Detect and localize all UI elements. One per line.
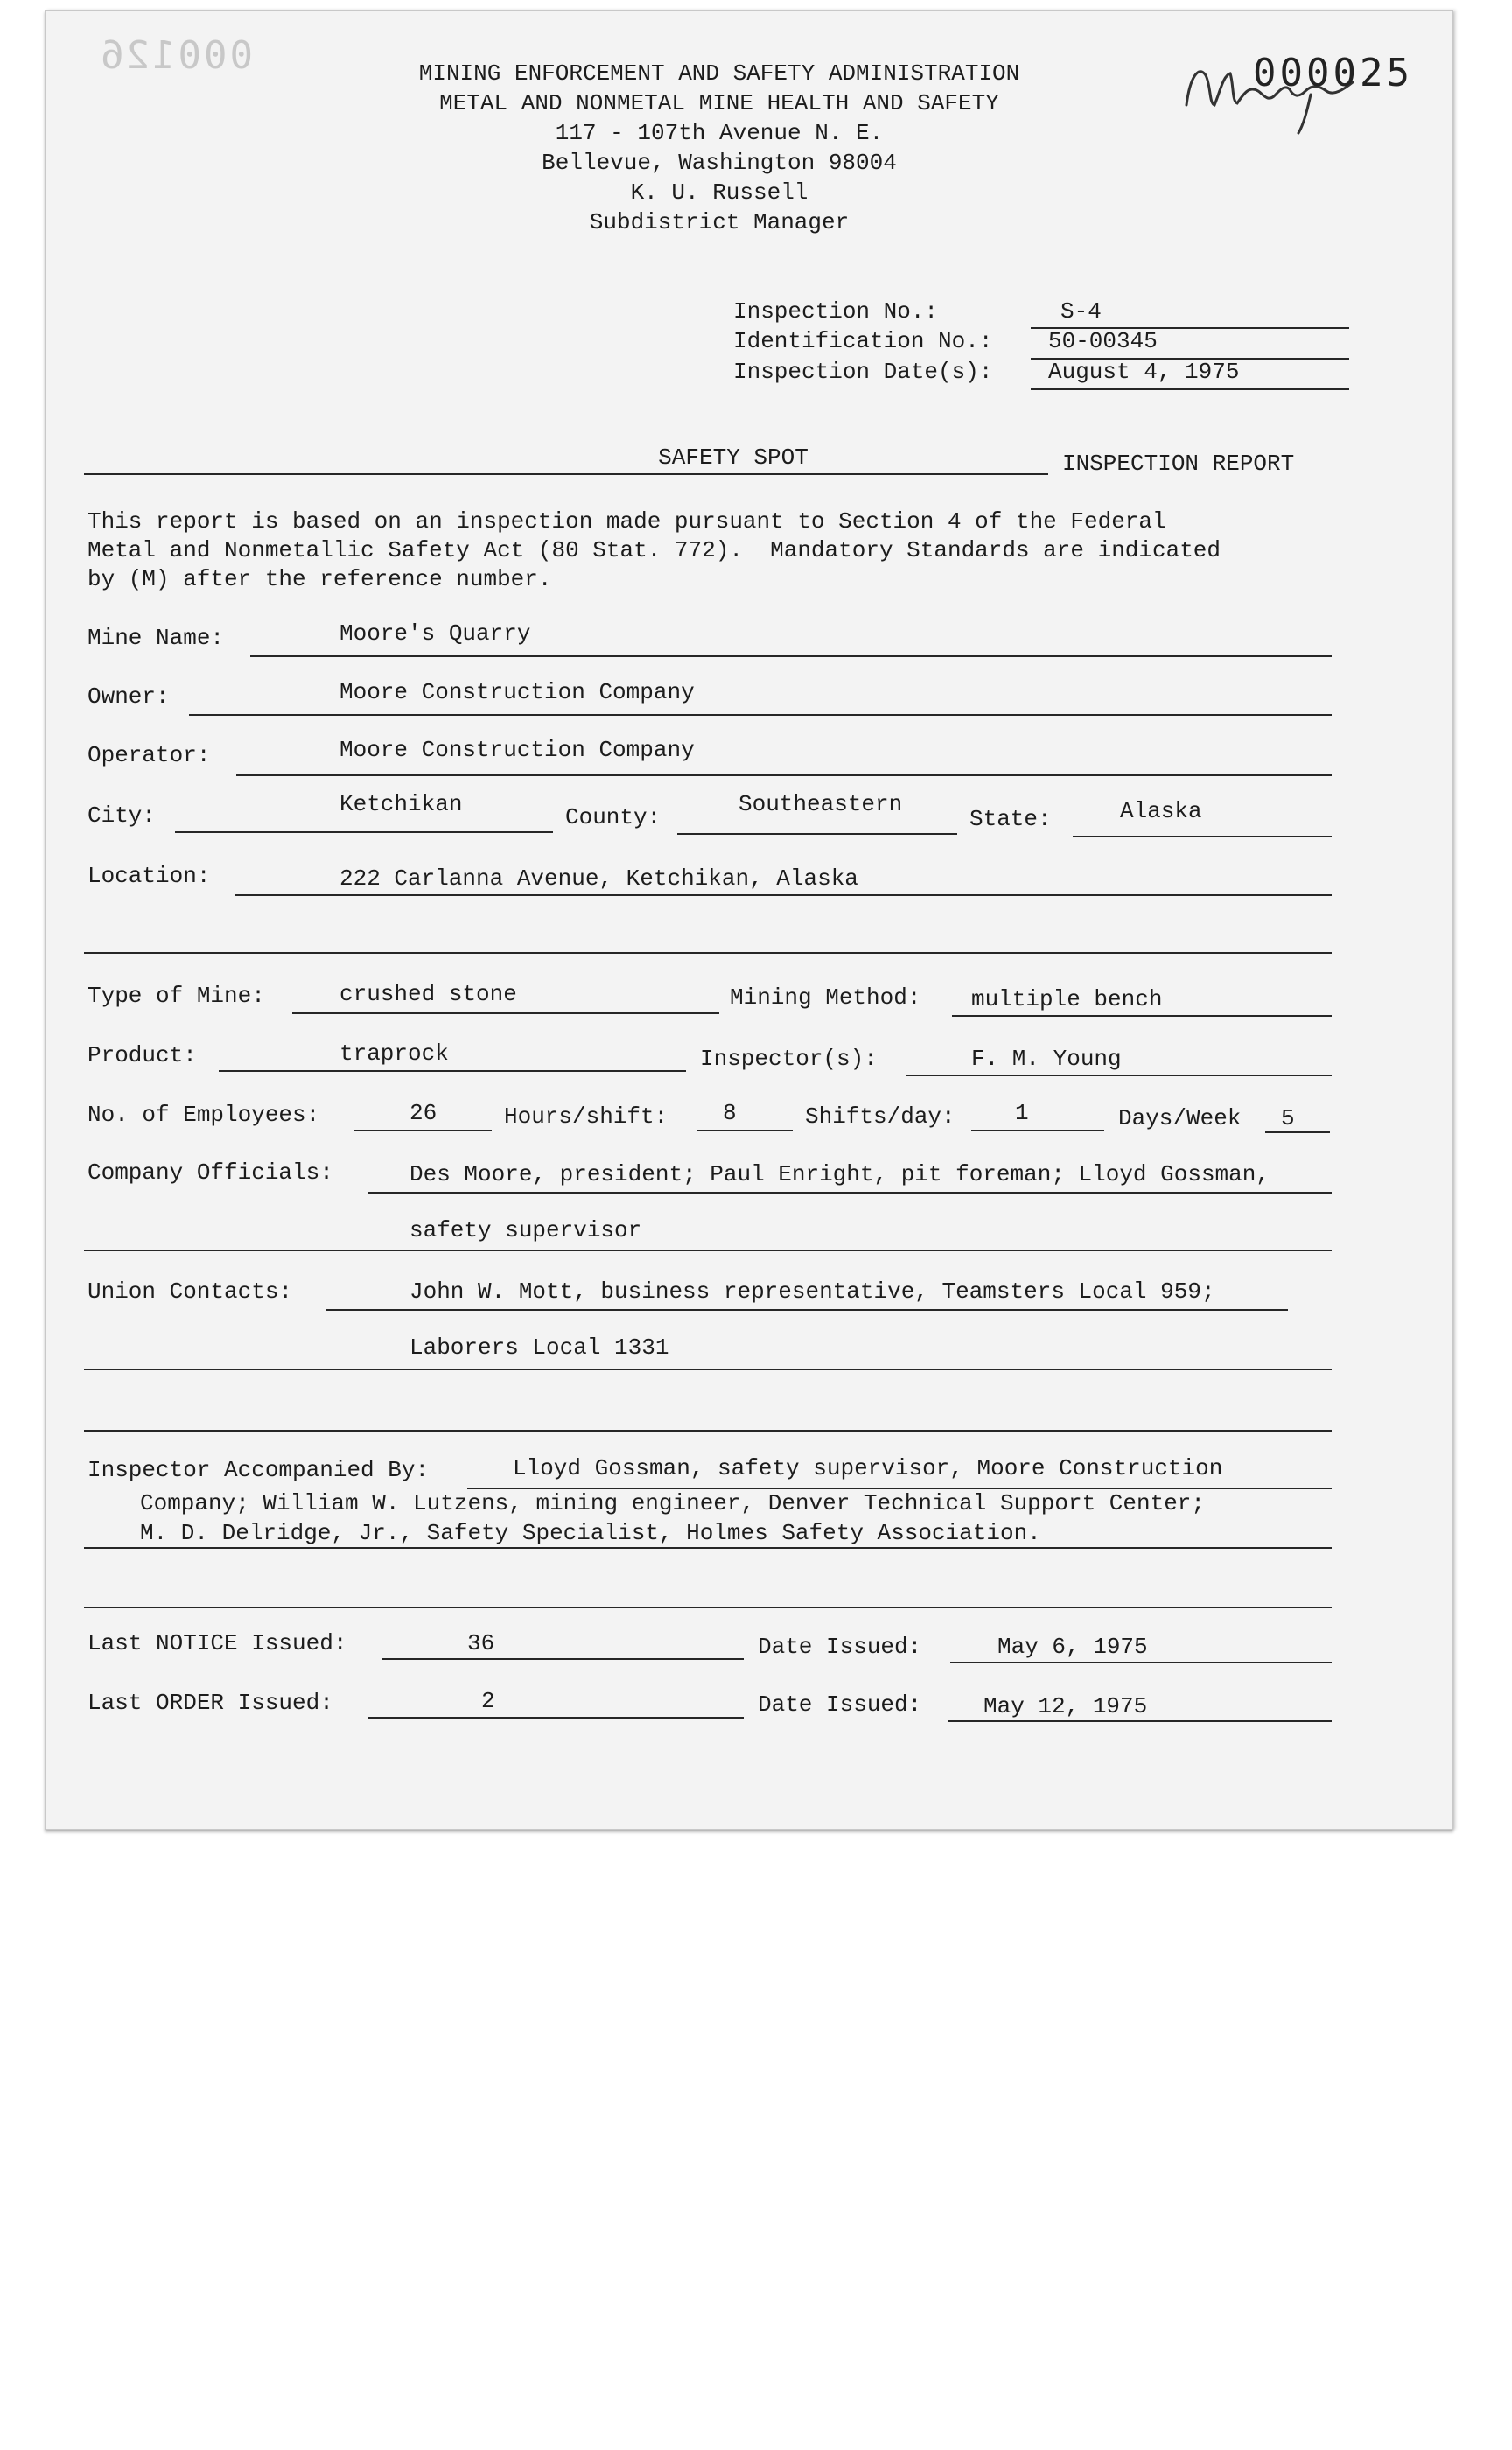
intro-line: This report is based on an inspection made pursuant to Section 4 of the Federal — [88, 508, 1166, 535]
hours-underline — [696, 1130, 793, 1131]
blank-line — [84, 1430, 1332, 1432]
report-page — [45, 10, 1453, 1830]
product-label: Product: — [88, 1042, 197, 1068]
inspection-date-underline — [1031, 388, 1349, 390]
report-type: SAFETY SPOT — [658, 444, 808, 471]
owner-underline — [189, 714, 1332, 716]
stamp-number: 000025 — [1253, 51, 1413, 95]
last-notice-underline — [382, 1658, 744, 1660]
inspection-number-label: Inspection No.: — [733, 298, 939, 325]
mining-method-underline — [952, 1015, 1332, 1017]
state-label: State: — [970, 806, 1052, 832]
last-order-value: 2 — [481, 1688, 495, 1714]
street-address: 117 - 107th Avenue N. E. — [555, 120, 884, 146]
union-value: John W. Mott, business representative, Teamsters Local 959; — [410, 1278, 1215, 1305]
report-type-underline — [84, 473, 1048, 475]
product-value: traprock — [340, 1040, 449, 1067]
operator-label: Operator: — [88, 742, 211, 768]
days-label: Days/Week — [1118, 1105, 1242, 1131]
manager-title: Subdistrict Manager — [589, 209, 850, 235]
identification-number: 50-00345 — [1048, 328, 1158, 354]
county-label: County: — [565, 804, 662, 830]
location-label: Location: — [88, 863, 211, 889]
blank-line — [84, 1606, 1332, 1608]
mine-name-label: Mine Name: — [88, 625, 225, 651]
mine-name-value: Moore's Quarry — [340, 620, 531, 647]
order-date-underline — [948, 1720, 1332, 1722]
officials-value: Des Moore, president; Paul Enright, pit foreman; Lloyd Gossman, — [410, 1161, 1270, 1187]
county-value: Southeastern — [738, 791, 903, 817]
location-value: 222 Carlanna Avenue, Ketchikan, Alaska — [340, 865, 858, 892]
shifts-value: 1 — [1015, 1100, 1029, 1126]
inspectors-value: F. M. Young — [971, 1046, 1122, 1072]
operator-value: Moore Construction Company — [340, 737, 695, 763]
inspection-date-label: Inspection Date(s): — [733, 359, 993, 385]
report-title: INSPECTION REPORT — [1062, 451, 1295, 477]
notice-date-label: Date Issued: — [758, 1634, 922, 1660]
mine-name-underline — [250, 655, 1332, 657]
inspectors-underline — [906, 1074, 1332, 1076]
accompanied-value-continued: Company; William W. Lutzens, mining engineer, Denver Technical Support Center; — [140, 1490, 1205, 1516]
location-underline — [234, 894, 1332, 896]
inspectors-label: Inspector(s): — [700, 1046, 878, 1072]
union-label: Union Contacts: — [88, 1278, 293, 1305]
hours-value: 8 — [723, 1100, 737, 1126]
last-order-label: Last ORDER Issued: — [88, 1690, 333, 1716]
mining-method-label: Mining Method: — [730, 984, 921, 1011]
accompanied-label: Inspector Accompanied By: — [88, 1457, 430, 1483]
owner-label: Owner: — [88, 683, 170, 710]
city-address: Bellevue, Washington 98004 — [542, 150, 897, 176]
shifts-underline — [971, 1130, 1104, 1131]
city-label: City: — [88, 802, 157, 829]
last-notice-value: 36 — [467, 1630, 495, 1656]
intro-line: by (M) after the reference number. — [88, 566, 552, 592]
county-underline — [677, 833, 957, 835]
owner-value: Moore Construction Company — [340, 679, 695, 705]
accompanied-value-continued: M. D. Delridge, Jr., Safety Specialist, Holmes Safety Association. — [140, 1520, 1041, 1546]
division-name: METAL AND NONMETAL MINE HEALTH AND SAFETY — [439, 90, 999, 116]
manager-name: K. U. Russell — [630, 179, 808, 206]
officials-value-continued: safety supervisor — [410, 1217, 642, 1243]
agency-name: MINING ENFORCEMENT AND SAFETY ADMINISTRATION — [418, 60, 1020, 87]
accompanied-underline-2 — [84, 1547, 1332, 1549]
city-value: Ketchikan — [340, 791, 463, 817]
order-date-value: May 12, 1975 — [984, 1693, 1148, 1719]
type-of-mine-underline — [292, 1012, 719, 1014]
stamp-number-faint: 000126 — [98, 33, 253, 78]
type-of-mine-value: crushed stone — [340, 981, 517, 1007]
mining-method-value: multiple bench — [971, 986, 1163, 1012]
product-underline — [219, 1070, 686, 1072]
notice-date-value: May 6, 1975 — [998, 1634, 1148, 1660]
shifts-label: Shifts/day: — [805, 1103, 956, 1130]
operator-underline — [236, 774, 1332, 776]
blank-line — [84, 952, 1332, 954]
notice-date-underline — [950, 1662, 1332, 1663]
officials-label: Company Officials: — [88, 1159, 333, 1186]
union-value-continued: Laborers Local 1331 — [410, 1334, 669, 1361]
union-underline — [326, 1309, 1288, 1311]
inspection-date: August 4, 1975 — [1048, 359, 1240, 385]
accompanied-value: Lloyd Gossman, safety supervisor, Moore Construction — [513, 1455, 1223, 1481]
intro-line: Metal and Nonmetallic Safety Act (80 Stat. 772). Mandatory Standards are indicated — [88, 537, 1222, 564]
employees-value: 26 — [410, 1100, 438, 1126]
type-of-mine-label: Type of Mine: — [88, 983, 265, 1009]
city-underline — [175, 831, 553, 833]
state-underline — [1073, 836, 1332, 837]
officials-underline — [368, 1192, 1332, 1194]
identification-label: Identification No.: — [733, 328, 993, 354]
last-order-underline — [368, 1717, 744, 1718]
state-value: Alaska — [1120, 798, 1202, 824]
days-value: 5 — [1281, 1105, 1295, 1131]
days-underline — [1265, 1131, 1330, 1133]
employees-underline — [354, 1130, 492, 1131]
inspection-number: S-4 — [1060, 298, 1102, 325]
hours-label: Hours/shift: — [504, 1103, 668, 1130]
union-underline-2 — [84, 1368, 1332, 1370]
employees-label: No. of Employees: — [88, 1102, 320, 1128]
last-notice-label: Last NOTICE Issued: — [88, 1630, 347, 1656]
order-date-label: Date Issued: — [758, 1691, 922, 1718]
officials-underline-2 — [84, 1250, 1332, 1251]
